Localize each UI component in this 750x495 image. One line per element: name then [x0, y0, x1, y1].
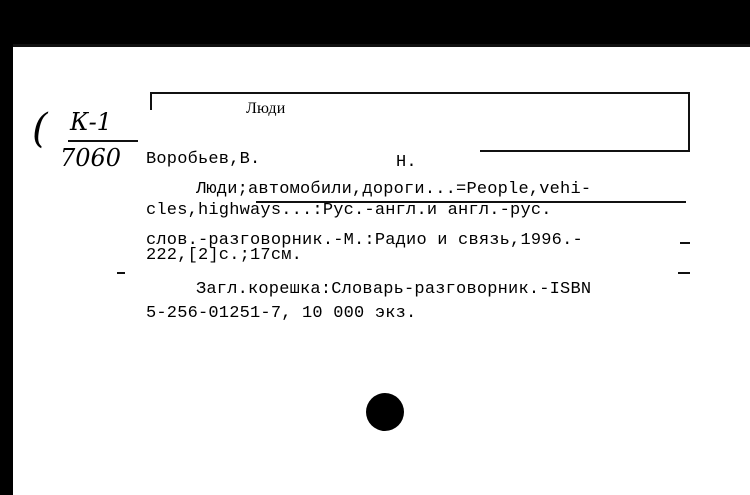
call-mark-top: К-1 [70, 108, 112, 136]
card-line-4: 222,[2]с.;17см. [146, 246, 303, 265]
header-box-top [150, 92, 690, 94]
card-line-2: cles,highways...:Рус.-англ.и англ.-рус. [146, 201, 552, 220]
header-box-bottom [480, 150, 690, 152]
author-name: Воробьев,В. [146, 150, 261, 169]
card-line-6: 5-256-01251-7, 10 000 экз. [146, 304, 417, 323]
header-box-right [688, 92, 690, 152]
right-dash-1 [678, 272, 690, 274]
author-initial: Н. [396, 153, 417, 172]
card-line-5: Загл.корешка:Словарь-разговорник.-ISBN [196, 280, 592, 299]
margin-dash [117, 272, 125, 274]
header-title: Люди [246, 100, 286, 117]
card-top-edge [13, 44, 750, 47]
right-dash-2 [680, 242, 690, 244]
punch-hole [366, 393, 404, 431]
call-mark-bottom: 7060 [60, 144, 122, 172]
card-line-1: Люди;автомобили,дороги...=People,vehi- [196, 180, 592, 199]
header-box-left [150, 92, 152, 110]
call-mark-underline [68, 140, 138, 142]
call-mark-bracket: ( [32, 106, 48, 152]
card-line-3: слов.-разговорник.-М.:Радио и связь,1996.- [146, 231, 583, 250]
